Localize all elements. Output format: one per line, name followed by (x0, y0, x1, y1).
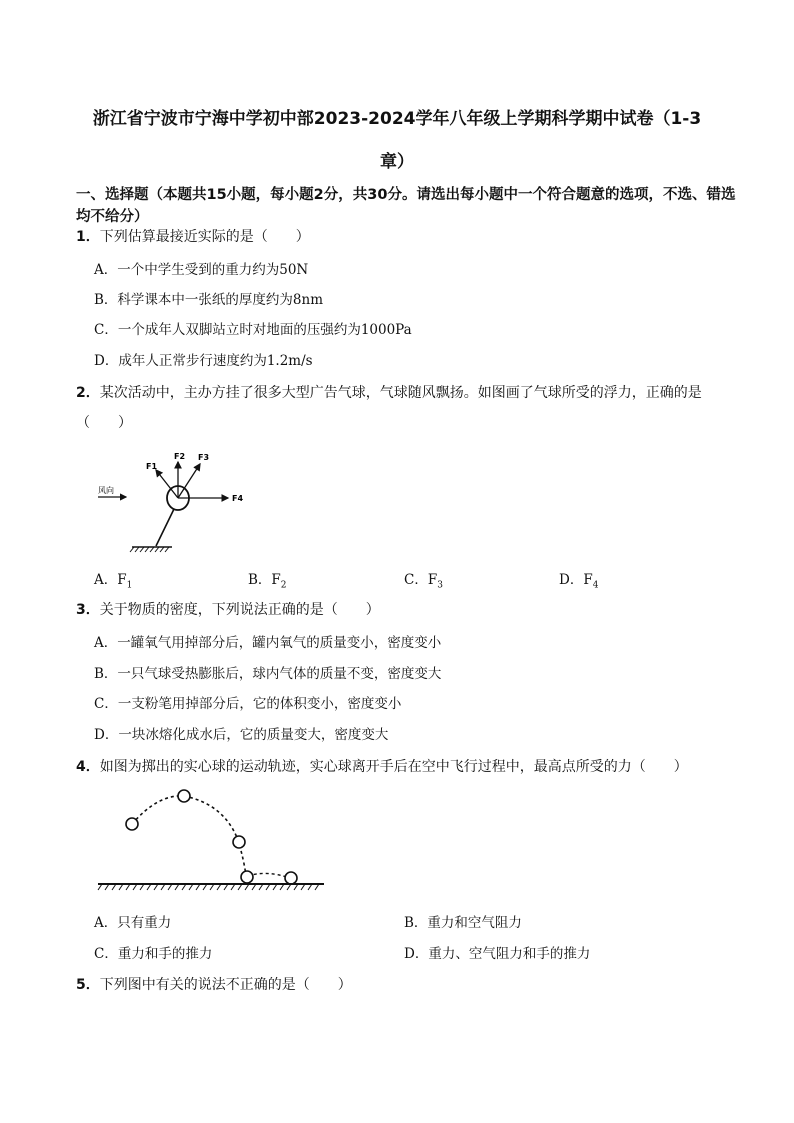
question-stem: 某次活动中，主办方挂了很多大型广告气球，气球随风飘扬。如图画了气球所受的浮力，正确的是（ ） (76, 385, 702, 431)
balloon-force-figure (94, 448, 254, 558)
ball-trajectory-figure (96, 784, 330, 896)
question-2 (76, 378, 736, 438)
trajectory-dashes-up (132, 796, 184, 824)
force-f1-label: F1 (146, 462, 158, 471)
ball (241, 871, 253, 883)
section-header: 一、选择题（本题共15小题，每小题2分，共30分。请选出每小题中一个符合题意的选项，不选、错选均不给分） (76, 187, 736, 225)
force-f3-arrow (178, 464, 200, 498)
q1-option-a: A．一个中学生受到的重力约为50N (94, 262, 309, 278)
ball (233, 836, 245, 848)
question-number: 4． (76, 759, 100, 775)
q4-option-b: B．重力和空气阻力 (404, 915, 522, 931)
q2-option-d: D．$F_4$ (559, 572, 599, 591)
q1-option-c: C．一个成年人双脚站立时对地面的压强约为1000Pa (94, 322, 412, 338)
q1-option-d: D．成年人正常步行速度约为1.2m/s (94, 353, 313, 369)
question-stem: 如图为掷出的实心球的运动轨迹，实心球离开手后在空中飞行过程中，最高点所受的力（ ） (99, 759, 688, 775)
wind-label: 风向 (98, 486, 114, 495)
question-5 (76, 970, 736, 1000)
q4-option-c: C．重力和手的推力 (94, 946, 213, 962)
question-stem: 下列估算最接近实际的是（ ） (99, 229, 310, 245)
question-number: 3． (76, 602, 100, 618)
q2-option-a: A．$F_1$ (94, 572, 133, 591)
q3-option-a: A．一罐氧气用掉部分后，罐内氧气的质量变小，密度变小 (94, 635, 442, 651)
force-f2-label: F2 (174, 452, 186, 461)
ball-highest-point (178, 790, 190, 802)
question-number: 2． (76, 385, 100, 401)
q1-option-b: B．科学课本中一张纸的厚度约为8nm (94, 292, 324, 308)
q2-option-b: B．$F_2$ (248, 572, 287, 591)
trajectory-dashes-roll (248, 873, 290, 878)
question-number: 1． (76, 229, 100, 245)
exam-title (60, 98, 734, 184)
ball (126, 818, 138, 830)
ball (285, 872, 297, 884)
question-number: 5． (76, 977, 100, 993)
q3-option-b: B．一只气球受热膨胀后，球内气体的质量不变，密度变大 (94, 666, 442, 682)
question-stem: 关于物质的密度，下列说法正确的是（ ） (99, 602, 380, 618)
exam-title-line2: 章） (380, 152, 414, 172)
q3-option-d: D．一块冰熔化成水后，它的质量变大，密度变大 (94, 727, 389, 743)
q4-option-a: A．只有重力 (94, 915, 172, 931)
q4-option-d: D．重力、空气阻力和手的推力 (404, 946, 591, 962)
question-1 (76, 222, 736, 252)
q2-option-c: C．$F_3$ (404, 572, 443, 591)
exam-title-line1: 浙江省宁波市宁海中学初中部2023-2024学年八年级上学期科学期中试卷（1-3 (92, 109, 702, 129)
force-f3-label: F3 (198, 453, 210, 462)
question-stem: 下列图中有关的说法不正确的是（ ） (99, 977, 352, 993)
question-3 (76, 595, 736, 625)
balloon-string (156, 509, 174, 546)
q3-option-c: C．一支粉笔用掉部分后，它的体积变小，密度变小 (94, 696, 402, 712)
force-f4-label: F4 (232, 494, 244, 503)
question-4 (76, 752, 736, 782)
